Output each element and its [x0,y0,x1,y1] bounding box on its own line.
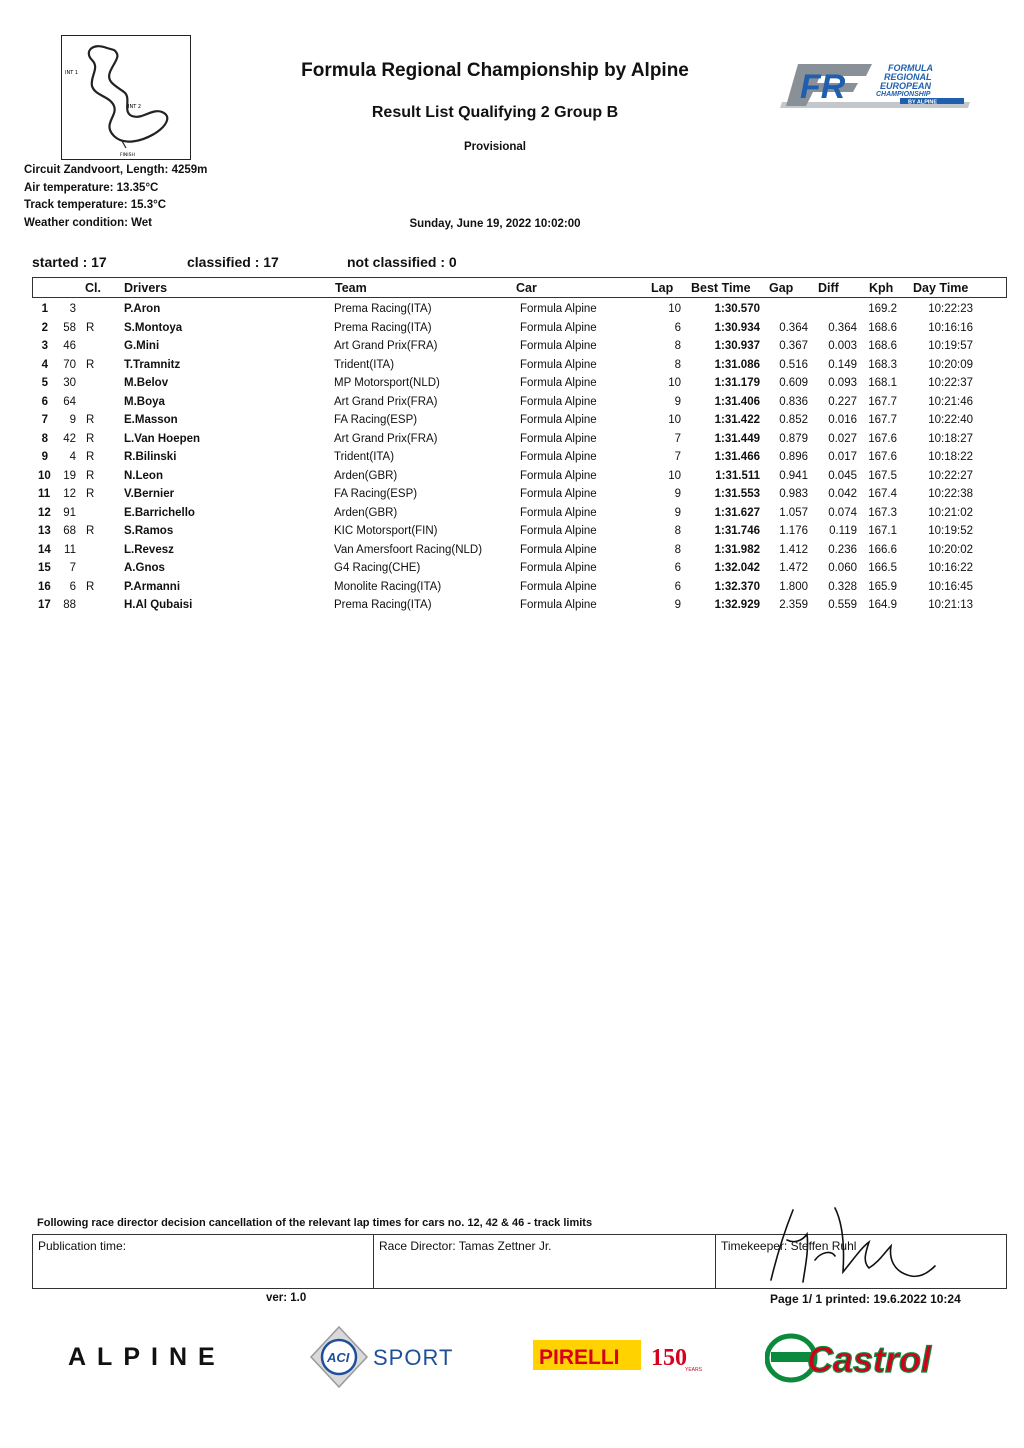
fr-logo-line-1: FORMULA [888,63,933,73]
timekeeper-label: Timekeeper: Steffen Ruhl [721,1239,857,1253]
cell-kph: 166.5 [868,562,897,574]
page-title: Formula Regional Championship by Alpine [301,60,689,81]
cell-car: Formula Alpine [520,432,597,445]
cell-team: Arden(GBR) [334,469,398,482]
table-row [0,450,1024,469]
cell-team: Van Amersfoort Racing(NLD) [334,543,483,556]
cell-lap: 8 [674,340,681,352]
cell-day-time: 10:16:16 [928,321,973,334]
cell-kph: 169.2 [868,303,897,315]
cell-best-time: 1:31.982 [714,543,760,556]
cell-driver: R.Bilinski [124,451,177,463]
cell-driver: H.Al Qubaisi [124,599,193,611]
cell-lap: 10 [668,414,681,426]
cell-kph: 168.1 [868,377,897,389]
cell-driver: M.Belov [124,377,169,389]
cell-day-time: 10:20:02 [928,543,973,556]
cell-day-time: 10:22:23 [928,303,973,315]
cell-car-number: 42 [63,432,76,445]
cell-diff: 0.236 [828,543,857,556]
cell-team: Arden(GBR) [334,506,398,519]
cell-car-number: 70 [63,358,76,371]
table-row [0,543,1024,562]
cell-kph: 168.3 [868,358,897,371]
cell-car: Formula Alpine [520,414,597,426]
cell-gap: 1.412 [779,543,808,556]
cell-kph: 168.6 [868,340,897,352]
cell-position: 14 [38,543,51,556]
cell-day-time: 10:22:40 [928,414,973,426]
started-count: started : 17 [32,254,107,270]
cell-day-time: 10:19:57 [928,340,973,352]
cell-team: Art Grand Prix(FRA) [334,432,438,445]
cell-day-time: 10:22:38 [928,488,973,500]
pirelli-wordmark: PIRELLI [539,1346,620,1369]
col-header-car: Car [516,281,537,295]
table-row [0,580,1024,599]
col-header-class: Cl. [85,281,101,295]
cell-car-number: 88 [63,599,76,611]
cell-gap: 0.852 [779,414,808,426]
cell-position: 12 [38,506,51,519]
cell-kph: 167.5 [868,469,897,482]
cell-car: Formula Alpine [520,451,597,463]
cell-driver: G.Mini [124,340,160,352]
cell-position: 4 [41,358,48,371]
cell-driver: V.Bernier [124,488,175,500]
cell-lap: 8 [674,525,681,537]
cell-driver: E.Masson [124,414,178,426]
cell-position: 15 [38,562,51,574]
cell-best-time: 1:31.449 [714,432,760,445]
cell-car-number: 91 [63,506,76,519]
cell-best-time: 1:30.570 [714,303,760,315]
cell-car: Formula Alpine [520,303,597,315]
cell-position: 1 [41,303,48,315]
map-label-int2: INT 2 [128,104,142,110]
col-header-best-time: Best Time [691,281,751,295]
cell-kph: 165.9 [868,580,897,593]
cell-car-number: 30 [63,377,76,389]
castrol-logo [765,1330,945,1385]
cell-lap: 9 [674,599,681,611]
cell-best-time: 1:31.466 [714,451,760,463]
pirelli-logo [533,1338,713,1378]
track-temperature: Track temperature: 15.3°C [24,199,167,211]
cell-car: Formula Alpine [520,395,597,408]
circuit-length: Circuit Zandvoort, Length: 4259m [24,164,208,176]
document-version: ver: 1.0 [266,1292,307,1304]
cell-driver: S.Ramos [124,525,174,537]
cell-car-number: 7 [69,562,76,574]
cell-gap: 0.879 [779,432,808,445]
cell-diff: 0.027 [828,432,857,445]
cell-kph: 164.9 [868,599,897,611]
cell-day-time: 10:20:09 [928,358,973,371]
col-header-kph: Kph [869,281,894,295]
cell-lap: 6 [674,562,681,574]
not-classified-count: not classified : 0 [347,254,457,270]
table-row [0,487,1024,506]
page-print-info: Page 1/ 1 printed: 19.6.2022 10:24 [770,1292,961,1306]
cell-diff: 0.227 [828,395,857,408]
map-label-int1: INT 1 [65,70,79,76]
cell-car: Formula Alpine [520,377,597,389]
cell-day-time: 10:16:45 [928,580,973,593]
cell-diff: 0.093 [828,377,857,389]
cell-class: R [86,580,95,593]
cell-driver: T.Tramnitz [124,358,181,371]
cell-best-time: 1:32.042 [714,562,760,574]
cell-car-number: 6 [69,580,76,593]
cell-team: Trident(ITA) [334,451,395,463]
cell-car-number: 58 [63,321,76,334]
col-header-team: Team [335,281,367,295]
cell-position: 17 [38,599,51,611]
table-row [0,339,1024,358]
cell-car: Formula Alpine [520,580,597,593]
cell-lap: 9 [674,395,681,408]
cell-car: Formula Alpine [520,506,597,519]
cell-car: Formula Alpine [520,488,597,500]
fr-championship-logo [780,58,975,110]
cell-car: Formula Alpine [520,340,597,352]
cell-car-number: 19 [63,469,76,482]
aci-sport-logo [305,1325,485,1390]
cell-kph: 168.6 [868,321,897,334]
cell-diff: 0.559 [828,599,857,611]
cell-lap: 6 [674,580,681,593]
cell-car-number: 9 [69,414,76,426]
cell-gap: 1.057 [779,506,808,519]
cell-team: Art Grand Prix(FRA) [334,340,438,352]
cell-kph: 166.6 [868,543,897,556]
cell-diff: 0.003 [828,340,857,352]
cell-diff: 0.045 [828,469,857,482]
classified-count: classified : 17 [187,254,279,270]
cell-lap: 7 [674,451,681,463]
cell-diff: 0.016 [828,414,857,426]
cell-car: Formula Alpine [520,543,597,556]
cell-class: R [86,525,95,537]
cell-diff: 0.364 [828,321,857,334]
results-table-header [32,277,1007,298]
pirelli-years-label: YEARS [685,1367,702,1373]
cell-driver: N.Leon [124,469,163,482]
cell-gap: 2.359 [779,599,808,611]
race-director: Race Director: Tamas Zettner Jr. [374,1235,716,1288]
table-row [0,598,1024,617]
cell-lap: 8 [674,358,681,371]
cell-driver: L.Van Hoepen [124,432,201,445]
cell-car-number: 64 [63,395,76,408]
cell-day-time: 10:18:22 [928,451,973,463]
session-date: Sunday, June 19, 2022 10:02:00 [409,218,581,230]
cell-day-time: 10:16:22 [928,562,973,574]
cell-gap: 0.836 [779,395,808,408]
cell-kph: 167.6 [868,432,897,445]
table-row [0,432,1024,451]
cell-driver: E.Barrichello [124,506,195,519]
cell-class: R [86,469,95,482]
cell-kph: 167.4 [868,488,897,500]
cell-diff: 0.328 [828,580,857,593]
col-header-gap: Gap [769,281,794,295]
table-row [0,358,1024,377]
cell-day-time: 10:21:02 [928,506,973,519]
col-header-drivers: Drivers [124,281,168,295]
cell-position: 10 [38,469,51,482]
cell-best-time: 1:32.929 [714,599,760,611]
cell-class: R [86,414,95,426]
cell-position: 11 [38,488,51,500]
cell-best-time: 1:32.370 [714,580,760,593]
cell-class: R [86,488,95,500]
cell-kph: 167.7 [868,395,897,408]
cell-team: Prema Racing(ITA) [334,599,432,611]
cell-lap: 10 [668,377,681,389]
fr-logo-letters: FR [800,68,846,106]
circuit-map-drawing [62,36,189,158]
cell-gap: 0.367 [779,340,808,352]
cell-position: 7 [41,414,48,426]
cell-team: Art Grand Prix(FRA) [334,395,438,408]
cell-driver: A.Gnos [124,562,165,574]
cell-gap: 0.609 [779,377,808,389]
results-table-body [0,302,1024,617]
publication-time: Publication time: [33,1235,374,1288]
cell-kph: 167.7 [868,414,897,426]
cell-gap: 0.364 [779,321,808,334]
cell-gap: 0.896 [779,451,808,463]
cell-team: Trident(ITA) [334,358,395,371]
fr-logo-badge: BY ALPINE [908,99,938,106]
cell-team: MP Motorsport(NLD) [334,377,440,389]
cell-car-number: 11 [64,543,76,556]
cell-day-time: 10:21:46 [928,395,973,408]
cell-diff: 0.017 [828,451,857,463]
table-row [0,413,1024,432]
cell-team: FA Racing(ESP) [334,414,418,426]
table-row [0,376,1024,395]
fr-logo-line-3: EUROPEAN [880,81,932,91]
cell-best-time: 1:31.511 [715,469,760,482]
cell-kph: 167.1 [868,525,897,537]
cell-lap: 9 [674,488,681,500]
cell-position: 2 [41,321,48,334]
cell-driver: P.Armanni [124,580,181,593]
page-subtitle: Result List Qualifying 2 Group B [371,104,619,121]
cell-position: 16 [38,580,51,593]
cell-lap: 10 [668,303,681,315]
fr-logo-line-2: REGIONAL [884,72,932,82]
cell-best-time: 1:31.746 [714,525,760,537]
cell-kph: 167.6 [868,451,897,463]
cell-gap: 1.472 [779,562,808,574]
cell-team: Monolite Racing(ITA) [334,580,442,593]
cell-driver: P.Aron [124,303,161,315]
cell-team: FA Racing(ESP) [334,488,418,500]
cell-team: Prema Racing(ITA) [334,303,432,315]
cell-day-time: 10:18:27 [928,432,973,445]
cell-position: 8 [41,432,48,445]
aci-badge-text: ACI [327,1350,350,1365]
cell-diff: 0.060 [828,562,857,574]
map-label-finish: FINISH [120,153,135,158]
cell-diff: 0.074 [828,506,857,519]
cell-lap: 6 [674,321,681,334]
cell-gap: 0.941 [779,469,808,482]
cell-car: Formula Alpine [520,562,597,574]
aci-sport-text: SPORT [373,1345,454,1370]
alpine-logo: ALPINE [68,1343,226,1371]
table-row [0,506,1024,525]
cell-class: R [86,321,95,334]
cell-driver: M.Boya [124,395,165,408]
cell-best-time: 1:31.422 [714,414,760,426]
cell-car: Formula Alpine [520,599,597,611]
cell-car-number: 46 [63,340,76,352]
timekeeper-signature [765,1200,945,1290]
table-row [0,524,1024,543]
cell-car-number: 4 [69,451,76,463]
cell-car-number: 3 [69,303,76,315]
cell-best-time: 1:30.934 [714,321,760,334]
race-director-decision: Following race director decision cancellation of the relevant lap times for cars no. 12, 42 & 46 - track limits [37,1217,593,1229]
cell-best-time: 1:31.406 [714,395,760,408]
castrol-wordmark: Castrol [807,1339,932,1380]
cell-best-time: 1:31.179 [714,377,760,389]
cell-team: KIC Motorsport(FIN) [334,525,438,537]
cell-diff: 0.042 [828,488,857,500]
cell-car: Formula Alpine [520,525,597,537]
col-header-day-time: Day Time [913,281,969,295]
cell-best-time: 1:31.627 [714,506,760,519]
cell-gap: 0.983 [779,488,808,500]
table-row [0,561,1024,580]
cell-best-time: 1:31.553 [714,488,760,500]
pirelli-150-years: 150 [651,1345,687,1371]
weather-condition: Weather condition: Wet [24,217,152,229]
cell-car: Formula Alpine [520,321,597,334]
cell-team: Prema Racing(ITA) [334,321,432,334]
cell-class: R [86,451,95,463]
cell-position: 13 [38,525,51,537]
cell-position: 6 [41,395,48,408]
cell-best-time: 1:31.086 [714,358,760,371]
cell-day-time: 10:21:13 [928,599,973,611]
cell-position: 5 [41,377,48,389]
cell-gap: 0.516 [779,358,808,371]
result-status: Provisional [464,141,526,153]
cell-lap: 9 [674,506,681,519]
cell-day-time: 10:22:37 [928,377,973,389]
col-header-lap: Lap [651,281,674,295]
cell-car: Formula Alpine [520,358,597,371]
cell-day-time: 10:19:52 [928,525,973,537]
cell-position: 3 [41,340,48,352]
cell-class: R [86,358,95,371]
cell-lap: 7 [674,432,681,445]
cell-diff: 0.119 [829,525,857,537]
cell-kph: 167.3 [868,506,897,519]
col-header-diff: Diff [818,281,839,295]
table-row [0,395,1024,414]
cell-gap: 1.176 [779,525,808,537]
cell-driver: S.Montoya [124,321,183,334]
cell-car-number: 68 [63,525,76,537]
cell-lap: 8 [674,543,681,556]
fr-logo-line-4: CHAMPIONSHIP [876,91,931,98]
cell-position: 9 [41,451,48,463]
cell-car: Formula Alpine [520,469,597,482]
cell-car-number: 12 [63,488,76,500]
cell-best-time: 1:30.937 [714,340,760,352]
cell-lap: 10 [668,469,681,482]
cell-team: G4 Racing(CHE) [334,562,421,574]
table-row [0,321,1024,340]
cell-driver: L.Revesz [124,543,174,556]
air-temperature: Air temperature: 13.35°C [24,182,159,194]
table-row [0,469,1024,488]
table-row [0,302,1024,321]
cell-gap: 1.800 [779,580,808,593]
cell-day-time: 10:22:27 [928,469,973,482]
cell-diff: 0.149 [828,358,857,371]
cell-class: R [86,432,95,445]
